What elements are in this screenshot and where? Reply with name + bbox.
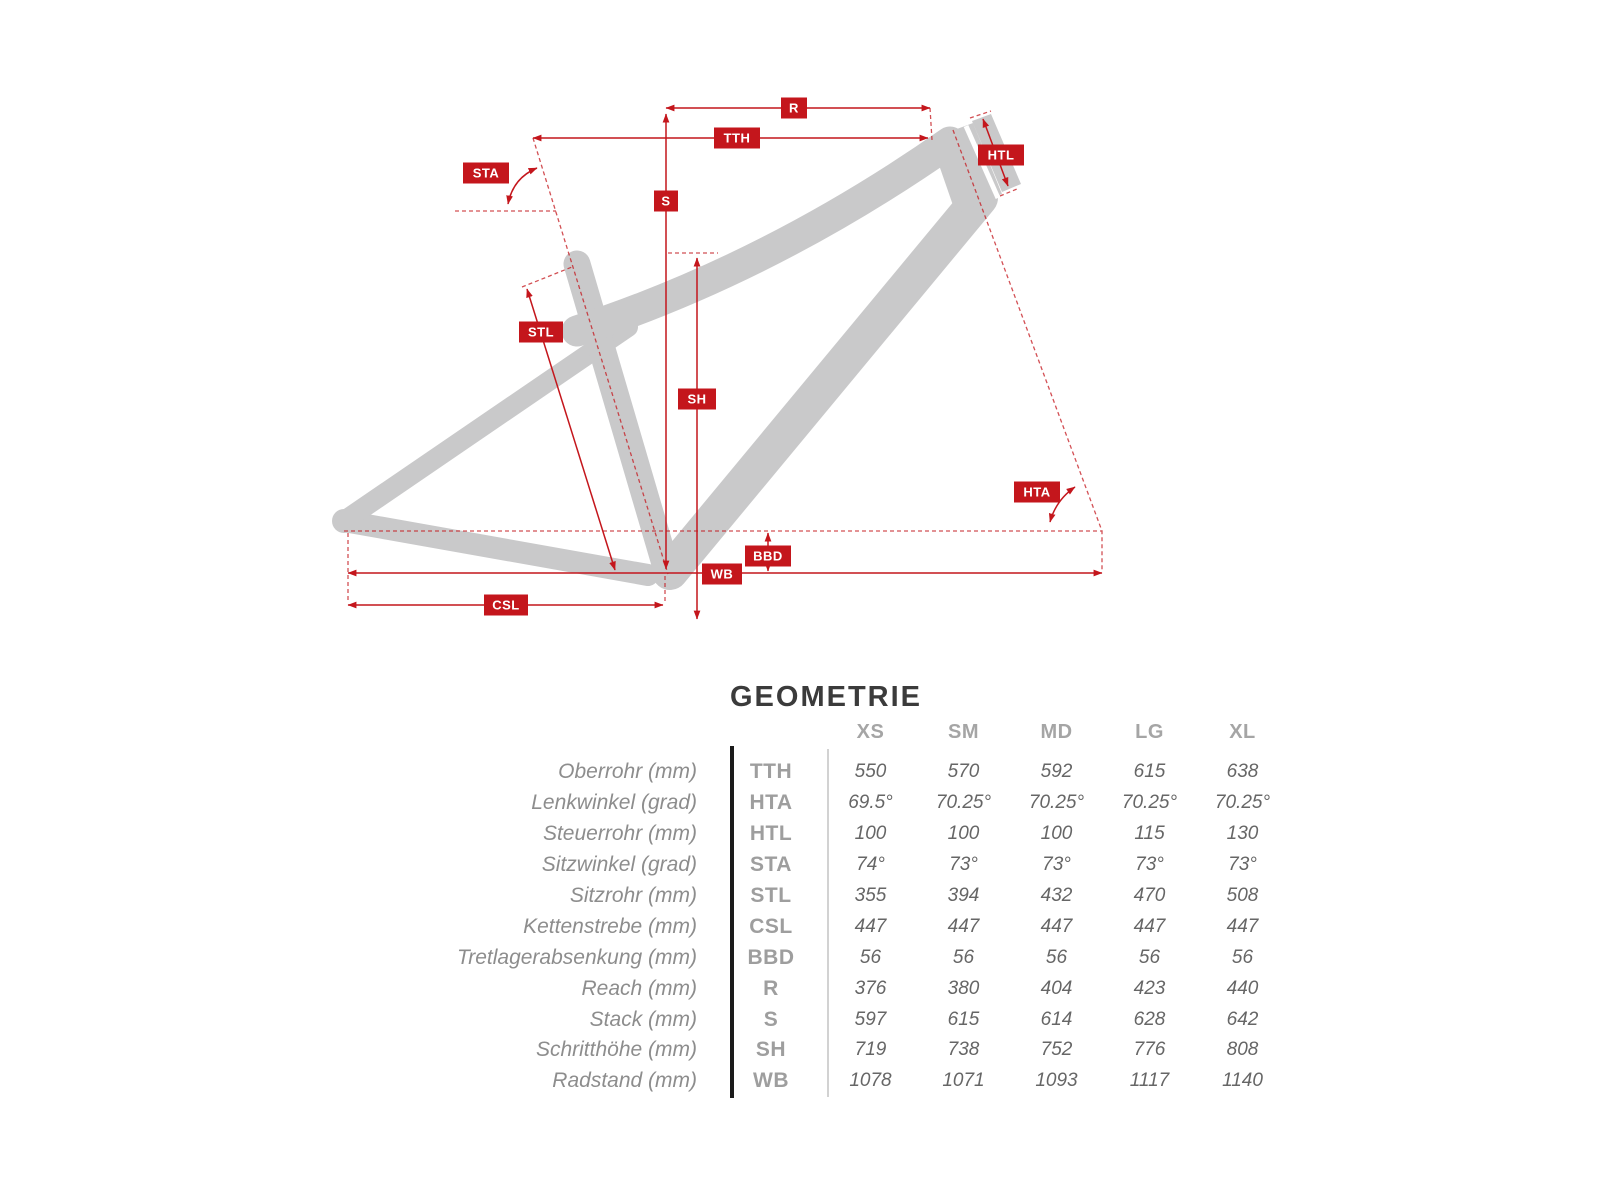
gap <box>697 973 731 1004</box>
header-empty-gap <box>697 716 731 748</box>
dim-label-stl <box>519 322 563 343</box>
cell-value: 1140 <box>1222 1070 1263 1092</box>
row-code: CSL <box>749 914 793 938</box>
column-header-xs: XS <box>856 720 885 743</box>
gap <box>697 819 731 850</box>
cell-value: 638 <box>1226 761 1259 783</box>
cell-value: 808 <box>1226 1039 1259 1061</box>
cell-value: 70.25° <box>1121 792 1178 814</box>
cell-value: 597 <box>854 1008 887 1030</box>
row-code: SH <box>755 1038 787 1062</box>
dim-label-wb-text: WB <box>710 566 734 582</box>
gap <box>697 881 731 912</box>
cell-value: 74° <box>856 854 885 876</box>
row-label: Kettenstrebe (mm) <box>523 914 697 938</box>
row-label: Steuerrohr (mm) <box>542 822 697 846</box>
cell-value: 614 <box>1040 1008 1073 1030</box>
row-code: HTA <box>749 791 793 815</box>
sep <box>811 881 824 912</box>
reach-tth-connector-line <box>930 108 932 140</box>
dim-label-csl-text: CSL <box>492 597 520 613</box>
gap <box>697 757 731 788</box>
cell-value: 130 <box>1226 823 1259 845</box>
row-code: HTL <box>749 822 793 846</box>
cell-value: 776 <box>1133 1039 1166 1061</box>
dim-label-sh <box>678 389 716 410</box>
dim-label-bbd <box>745 546 791 567</box>
sep <box>811 850 824 881</box>
dim-label-hta-text: HTA <box>1023 484 1051 500</box>
column-header-md: MD <box>1040 720 1073 743</box>
cell-value: 570 <box>947 761 980 783</box>
row-label: Sitzwinkel (grad) <box>541 853 697 877</box>
row-code: S <box>763 1007 779 1031</box>
sep <box>811 819 824 850</box>
cell-value: 394 <box>947 885 980 906</box>
cell-value: 73° <box>949 854 978 876</box>
cell-value: 56 <box>1138 946 1161 968</box>
dim-label-sta-text: STA <box>472 165 500 181</box>
cell-value: 70.25° <box>935 792 992 814</box>
cell-value: 447 <box>1226 915 1259 937</box>
table-title: GEOMETRIE <box>730 681 923 713</box>
stl-tick-line <box>522 267 572 287</box>
row-label: Reach (mm) <box>581 976 697 1000</box>
row-label: Sitzrohr (mm) <box>569 884 697 907</box>
sep <box>811 1035 824 1066</box>
dim-label-csl <box>484 595 528 616</box>
column-header-xl: XL <box>1229 720 1256 743</box>
sep <box>811 973 824 1004</box>
cell-value: 423 <box>1133 977 1166 999</box>
dim-arc-seatangle <box>508 168 537 204</box>
dim-label-s-text: S <box>661 193 671 209</box>
cell-value: 447 <box>947 915 980 937</box>
dim-label-r-text: R <box>789 100 799 116</box>
table-grid <box>357 716 1271 1097</box>
cell-value: 447 <box>1040 915 1073 937</box>
dim-label-tth <box>714 128 760 149</box>
sep <box>811 942 824 973</box>
frame-silhouette <box>332 114 1021 575</box>
cell-value: 447 <box>1133 915 1166 937</box>
cell-value: 69.5° <box>848 792 893 814</box>
table-divider-black <box>730 746 734 1098</box>
cell-value: 550 <box>854 761 887 783</box>
header-empty-code <box>731 716 811 748</box>
dim-label-htl-text: HTL <box>987 147 1015 163</box>
dim-label-stl-text: STL <box>527 324 555 340</box>
row-code: STL <box>750 884 792 907</box>
column-header-lg: LG <box>1135 720 1164 743</box>
dim-label-wb <box>702 564 742 585</box>
row-label: Lenkwinkel (grad) <box>531 791 697 815</box>
cell-value: 615 <box>1133 761 1166 783</box>
row-code: BBD <box>747 945 795 969</box>
row-code: R <box>763 976 779 1000</box>
header-spacer <box>357 748 1289 757</box>
row-label: Tretlagerabsenkung (mm) <box>456 945 697 969</box>
row-label: Schritthöhe (mm) <box>535 1038 697 1062</box>
dim-label-r <box>781 98 807 119</box>
cell-value: 100 <box>947 823 980 845</box>
cell-value: 508 <box>1226 885 1259 906</box>
sep <box>811 1004 824 1035</box>
cell-value: 73° <box>1042 854 1071 876</box>
cell-value: 752 <box>1040 1039 1073 1061</box>
cell-value: 592 <box>1040 761 1073 783</box>
down-tube <box>670 198 980 572</box>
cell-value: 56 <box>1231 946 1254 968</box>
gap <box>697 788 731 819</box>
cell-value: 440 <box>1226 977 1259 999</box>
cell-value: 70.25° <box>1028 792 1085 814</box>
row-code: TTH <box>749 760 793 784</box>
cell-value: 432 <box>1040 885 1073 906</box>
header-empty-label <box>357 716 697 748</box>
gap <box>697 911 731 942</box>
dim-label-bbd-text: BBD <box>753 548 783 564</box>
cell-value: 380 <box>947 977 980 999</box>
sep <box>811 788 824 819</box>
header-empty-sep <box>811 716 824 748</box>
dim-label-sh-text: SH <box>687 391 707 407</box>
sep <box>811 1066 824 1097</box>
cell-value: 470 <box>1133 885 1166 906</box>
row-code: WB <box>753 1069 789 1093</box>
cell-value: 642 <box>1226 1008 1259 1030</box>
gap <box>697 850 731 881</box>
cell-value: 404 <box>1040 977 1073 999</box>
cell-value: 1093 <box>1035 1070 1078 1092</box>
dim-label-htl <box>978 145 1024 166</box>
cell-value: 1117 <box>1129 1070 1170 1092</box>
cell-value: 56 <box>1045 946 1068 968</box>
gap <box>697 1035 731 1066</box>
sep <box>811 911 824 942</box>
table-divider-gray <box>827 749 829 1097</box>
cell-value: 70.25° <box>1214 792 1271 814</box>
cell-value: 719 <box>854 1039 887 1061</box>
row-code: STA <box>750 853 792 877</box>
row-label: Radstand (mm) <box>552 1069 697 1093</box>
dim-label-tth-text: TTH <box>723 130 751 146</box>
cell-value: 1078 <box>849 1070 892 1092</box>
cell-value: 628 <box>1133 1008 1166 1030</box>
row-label: Oberrohr (mm) <box>558 760 697 784</box>
cell-value: 100 <box>1040 823 1073 845</box>
gap <box>697 1004 731 1035</box>
cell-value: 355 <box>854 885 887 906</box>
geometry-table <box>357 716 1271 1097</box>
cell-value: 615 <box>947 1008 980 1030</box>
cell-value: 56 <box>859 946 882 968</box>
dim-label-sta <box>463 163 509 184</box>
dim-label-s <box>654 191 678 212</box>
cell-value: 100 <box>854 823 887 845</box>
cell-value: 447 <box>854 915 887 937</box>
cell-value: 1071 <box>942 1070 985 1092</box>
cell-value: 73° <box>1135 854 1164 876</box>
cell-value: 56 <box>952 946 975 968</box>
gap <box>697 1066 731 1097</box>
cell-value: 73° <box>1228 854 1257 876</box>
cell-value: 115 <box>1134 823 1165 845</box>
cell-value: 738 <box>947 1039 980 1061</box>
seat-stay <box>344 324 628 521</box>
dim-label-hta <box>1014 482 1060 503</box>
row-label: Stack (mm) <box>589 1007 697 1031</box>
column-header-sm: SM <box>948 720 979 743</box>
sep <box>811 757 824 788</box>
cell-value: 376 <box>854 977 887 999</box>
gap <box>697 942 731 973</box>
